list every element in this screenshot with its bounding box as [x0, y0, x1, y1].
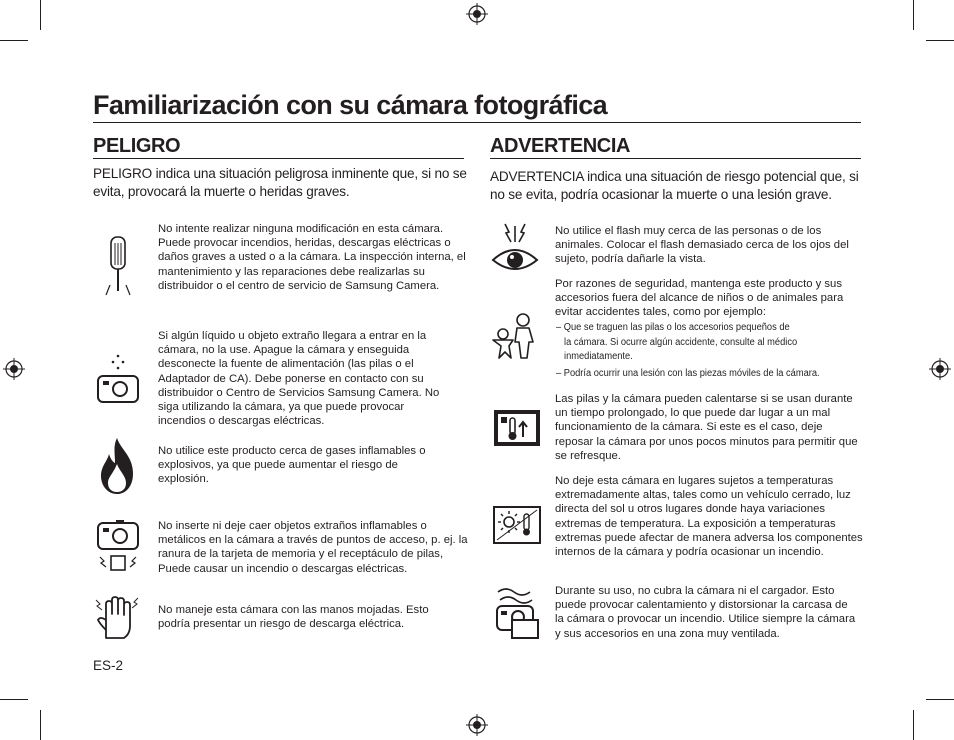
flash-eye-icon — [491, 222, 539, 274]
camera-object-icon — [94, 517, 142, 573]
children-icon — [489, 312, 541, 362]
page-title: Familiarización con su cámara fotográfica — [93, 90, 861, 123]
flame-icon — [97, 436, 137, 496]
screwdriver-icon — [100, 233, 136, 299]
peligro-item-text: No inserte ni deje caer objetos extraños inflamables o metálicos en la cámara a través de puntos de acceso, p. ej. la ranura de la tarjeta de memoria y el receptáculo de pilas, Puede causar un incendio o descargas eléctricas. — [158, 520, 468, 575]
peligro-item-text: No utilice este producto cerca de gases inflamables o explosivos, ya que puede aumentar el riesgo de explosión. — [158, 445, 426, 486]
advertencia-intro: ADVERTENCIA indica una situación de riesgo potencial que, si no se evita, podría ocasionar la muerte o una lesión grave. — [490, 169, 859, 202]
registration-mark-icon — [3, 358, 25, 380]
peligro-intro: PELIGRO indica una situación peligrosa inminente que, si no se evita, provocará la muerte o heridas graves. — [93, 166, 467, 199]
registration-mark-icon — [466, 3, 488, 25]
wet-hand-icon — [94, 594, 140, 642]
advertencia-item-text: Las pilas y la cámara pueden calentarse si se usan durante un tiempo prolongado, lo que puede dar lugar a un mal funcionamiento de la cámara. Si este es el caso, deje reposar la cámara por unos pocos minutos para permitir que se refresque. — [555, 393, 858, 462]
advertencia-bullet: inmediatamente. — [564, 351, 633, 362]
registration-mark-icon — [929, 358, 951, 380]
advertencia-item-text: No deje esta cámara en lugares sujetos a temperaturas extremadamente altas, tales como un vehículo cerrado, luz directa del sol u otros lugares donde haya variaciones extremas de temperatura. La exposición a temperaturas extremas puede afectar de manera adversa los componentes internos de la cámara y podría ocasionar un incendio. — [555, 475, 863, 559]
page-number: ES-2 — [93, 658, 124, 673]
advertencia-heading: ADVERTENCIA — [490, 135, 861, 159]
advertencia-bullet: – Podría ocurrir una lesión con las piezas móviles de la cámara. — [556, 368, 820, 379]
advertencia-bullet: – Que se traguen las pilas o los accesorios pequeños de — [556, 322, 790, 333]
advertencia-item-text: Durante su uso, no cubra la cámara ni el cargador. Esto puede provocar calentamiento y distorsionar la carcasa de la cámara o provocar un incendio. Utilice siempre la cámara y sus accesorios en una zona muy ventilada. — [555, 585, 856, 640]
crop-mark — [0, 699, 28, 700]
crop-mark — [913, 710, 914, 740]
heat-camera-icon — [493, 409, 541, 447]
liquid-camera-icon — [94, 352, 142, 404]
crop-mark — [40, 710, 41, 740]
crop-mark — [926, 699, 954, 700]
crop-mark — [0, 40, 28, 41]
advertencia-bullet: la cámara. Si ocurre algún accidente, consulte al médico — [564, 337, 798, 348]
sun-temperature-icon — [493, 506, 541, 544]
crop-mark — [40, 0, 41, 30]
peligro-heading: PELIGRO — [93, 135, 464, 159]
peligro-item-text: No maneje esta cámara con las manos mojadas. Esto podría presentar un riesgo de descarga eléctrica. — [158, 604, 429, 631]
crop-mark — [926, 40, 954, 41]
peligro-item-text: No intente realizar ninguna modificación en esta cámara. Puede provocar incendios, heridas, descargas eléctricas o daños graves a usted o a la cámara. La inspección interna, el mantenimiento y las reparaciones debe realizarlas su distribuidor o el centro de servicio de Samsung Camera. — [158, 223, 466, 292]
peligro-item-text: Si algún líquido u objeto extraño llegara a entrar en la cámara, no la use. Apague la cámara y enseguida desconecte la fuente de alimentación (las pilas o el Adaptador de CA). Debe ponerse en contacto con su distribuidor o Centro de Servicios Samsung Camera. No siga utilizando la cámara, ya que puede provocar incendios o descargas eléctricas. — [158, 330, 440, 428]
covered-camera-icon — [494, 584, 542, 640]
registration-mark-icon — [466, 714, 488, 736]
advertencia-item-text: Por razones de seguridad, mantenga este producto y sus accesorios fuera del alcance de niños o de animales para evitar accidentes tales, como por ejemplo: — [555, 278, 844, 319]
crop-mark — [913, 0, 914, 30]
advertencia-item-text: No utilice el flash muy cerca de las personas o de los animales. Colocar el flash demasiado cerca de los ojos del sujeto, podría dañarle la vista. — [555, 225, 849, 266]
